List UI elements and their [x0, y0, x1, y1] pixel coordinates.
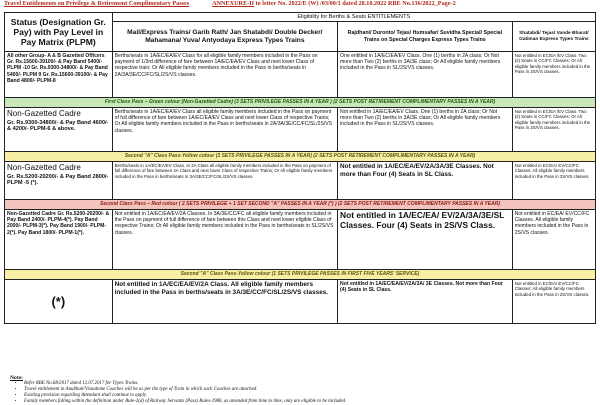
row-gazetted-rajdhani: One entitled in 1A/EC/EA/EV Class. One (1) berths in 2A class; Or Not more than Two (2) berths in 3A/3E class; Or All eligible family members included in the Pass in SL/2S/VS classes. [338, 52, 513, 98]
row-first-five-years-shatabdi: Not entitled in EC/EA/ EV/CC/FC Classes; All eligible family members included in the Pass in 2S/VS classes. [512, 280, 595, 324]
row-second-a-rajdhani: Not entitled in 1A/EC/EA/EV/2A/3A/3E Classes. Not more than Four (4) Seats in SL Class. [338, 162, 513, 200]
header-title: Travel Entitlements on Privilege & Retirement Complimentary Passes [4, 0, 190, 7]
row-second-a-pay: Gr. Rs.5200-20200/- & Pay Band 2800/- PLPM -5 (*). [7, 173, 109, 187]
row-second-a-status [5, 162, 113, 200]
row-gazetted-shatabdi: Not entitled in EC/EA /EV Class. Two (2) Seats in CC/FC Classes; Or All eligible family members included in the Pass in 2S/VS classes. [512, 52, 595, 98]
row-second-a-cadre: Non-Gazetted Cadre [7, 163, 81, 172]
row-second-class-mail-express: Not entitled in 1A/EC/EA/EV/2A Classes. In 3A/3E/CC/FC all eligible family members included in the Pass on payment of full difference of fare between this Class and next lower eligible Class of respective Trains; Or All eligible family members included in the Pass in berths/seats in SL/2S/VS classes. [112, 210, 337, 270]
status-column-header: Status (Designation Gr. Pay) with Pay Level in Pay Matrix (PLPM) [5, 13, 113, 52]
note-item: • Existing provision regarding Attendant shall continue to apply. [24, 393, 594, 399]
row-gazetted-mail-express: Berths/seats in 1A/EC/EA/EV Class for all eligible family members included in the Pass on payment of 1/3rd difference of fare between 1A/EC/EA/EV Class and next lower Class of respective train; Or All eligible family members included in the Pass in berths/seats in 2A/3A/3E/CC/FC/SL/2S/VS classes. [112, 52, 337, 98]
row-first-class-shatabdi: Not entitled in EC/EA /EV Class. Two (2) Seats in CC/FC Classes; Or All eligible family members included in the Pass in 2S/VS classes. [512, 108, 595, 152]
second-class-pass-band: Second Class Pass – Red colour ( 2 SETS PRIVILEGE + 1 SET SECOND "A" PASSES IN A YEAR (*) ) (2 SETS POST RETIREMENT COMPLIMENTARY PASSES IN A YEAR) [5, 200, 596, 210]
shatabdi-column-header: Shatabdi/ Tejas/ Vande Bharat/ Gatiman Express Types Trains [512, 22, 595, 52]
row-second-a-shatabdi: Not entitled in EC/EA/ EV/CC/FC Classes; All eligible family members included in the Pass in 2S/VS classes. [512, 162, 595, 200]
notes-heading: Note: [10, 375, 24, 381]
row-second-class-status: Non-Gazetted Cadre Gr. Rs.5200-20200/- & Pay Band 2400/- PLPM-4(*). Pay Band 2000/- PLPM-3(*). Pay Band 1900/- PLPM-2(*). Pay Band 1800/- PLPM-1(*). [5, 210, 113, 270]
row-second-class-shatabdi: Not entitled in EC/EA/ EV/CC/FC Classes. All eligible family members included in the Pass in 2S/VS classes. [512, 210, 595, 270]
first-class-pass-band: First Class Pass – Green colour (Non-Gazetted Cadre) (3 SETS PRIVILEGE PASSES IN A YEAR ) (2 SETS POST RETIREMENT COMPLIMENTARY PASSES IN A YEAR) [5, 98, 596, 108]
header-annexure: ANNEXURE-II [212, 0, 255, 7]
row-first-five-years-rajdhani: Not entitled in 1A/EC/EA/EV/2A/3A/ 3E Classes. Not more than Four (4) Seats in SL Class. [338, 280, 513, 324]
notes-section [10, 375, 594, 405]
note-item: • Travel entitlement in Anubhuti/Vistadome Coaches will be as per the type of Train in which such Coaches are attached. [24, 387, 594, 393]
document-header [4, 0, 596, 11]
notes-list [10, 381, 594, 405]
note-item: • Family members falling within the definition under Rule-2(d) of Railway Servants (Pass) Rules-1986, as amended from time to time, only are eligible to be included. [24, 399, 594, 405]
row-first-class-rajdhani: Not entitled in 1A/EC/EA/EV Class. One (1) berths in 2A class; Or Not more than Two (2) berths in 3A/3E class; Or All eligible family members included in the Pass in SL/2S/VS classes. [338, 108, 513, 152]
entitlements-table [4, 12, 596, 324]
rajdhani-column-header: Rajdhani/ Duronto/ Tejas/ Humsafar/ Suvidha Special/ Special Trains on Special Charges Express Types Trains [338, 22, 513, 52]
header-ref: to letter No. 2022/E (W) /03/00/1 dated 28.10.2022 RBE No.136/2022_Page-2 [255, 0, 456, 7]
row-first-five-years-mail-express: Not entitled in 1A/EC/EA/EV/2A Class. All eligible family members included in the Pass in berths/seats in 3A/3E/CC/FC/SL/2S/VS classes. [112, 280, 337, 324]
row-second-class-rajdhani: Not entitled in 1A/EC/EA/ EV/2A/3A/3E/SL Classes. Four (4) Seats in 2S/VS Class. [338, 210, 513, 270]
mail-express-column-header: Mail/Express Trains/ Garib Rath/ Jan Shatabdi/ Double Decker/ Mahamana/ Yuva/ Antyodaya Express Types Trains [112, 22, 337, 52]
eligibility-header: Eligibility for Berths & Seats ENTITLEMENTS [112, 13, 595, 22]
row-first-class-status [5, 108, 113, 152]
row-first-class-pay: Gr. Rs.9300-34800/- & Pay Band 4600/- & 4200/- PLPM-6 & above. [7, 119, 109, 133]
second-a-class-pass-band: Second "A" Class Pass-Yellow colour (3 SETS PRIVILEGE PASSES IN A YEAR) (2 SETS POST RETIREMENT COMPLIMENTARY PASSES IN A YEAR) [5, 152, 596, 162]
note-item: • Refer RBE No.68/2017 dated 12.07.2017 for Types Trains. [24, 381, 594, 387]
row-first-class-cadre: Non-Gazetted Cadre [7, 109, 81, 118]
row-gazetted-status: All other Group- A & B Gazetted Officers Gr. Rs.15600-39100/- & Pay Band 5400/- PLPM -10 Gr. Rs.9300-34800/- & Pay Band 5400/- PLPM 9 Gr. Rs.15600-39100/- & Pay Band 4800/- PLPM-8 [5, 52, 113, 98]
row-first-five-years-status: (*) [5, 280, 113, 324]
second-a-first-five-years-band: Second "A" Class Pass-Yellow colour (1 SETS PRIVILEGE PASSES IN FIRST FIVE YEARS' SERVICE) [5, 270, 596, 280]
row-second-a-mail-express: Berths/seats in 1A/EC/EA/EV Class. In 2A Class all eligible family members included in the Pass on payment of full difference of fare between 2A Class and next lower Class of respective Trains; Or All eligible family members included in the Pass in berths/seats in 3A/3E/CC/FC/SL/2S/VS classes. [112, 162, 337, 200]
row-first-class-mail-express: Berths/seats in 1A/EC/EA/EV Class all eligible family members included in the Pass on payment of full difference of fare between 1A/EC/EA/EV Class and next lower Class of respective Trains; Or All eligible family members included in the Pass in berths/seats in 2A/3A/3E/CC/FC/SL/2S/VS classes. [112, 108, 337, 152]
